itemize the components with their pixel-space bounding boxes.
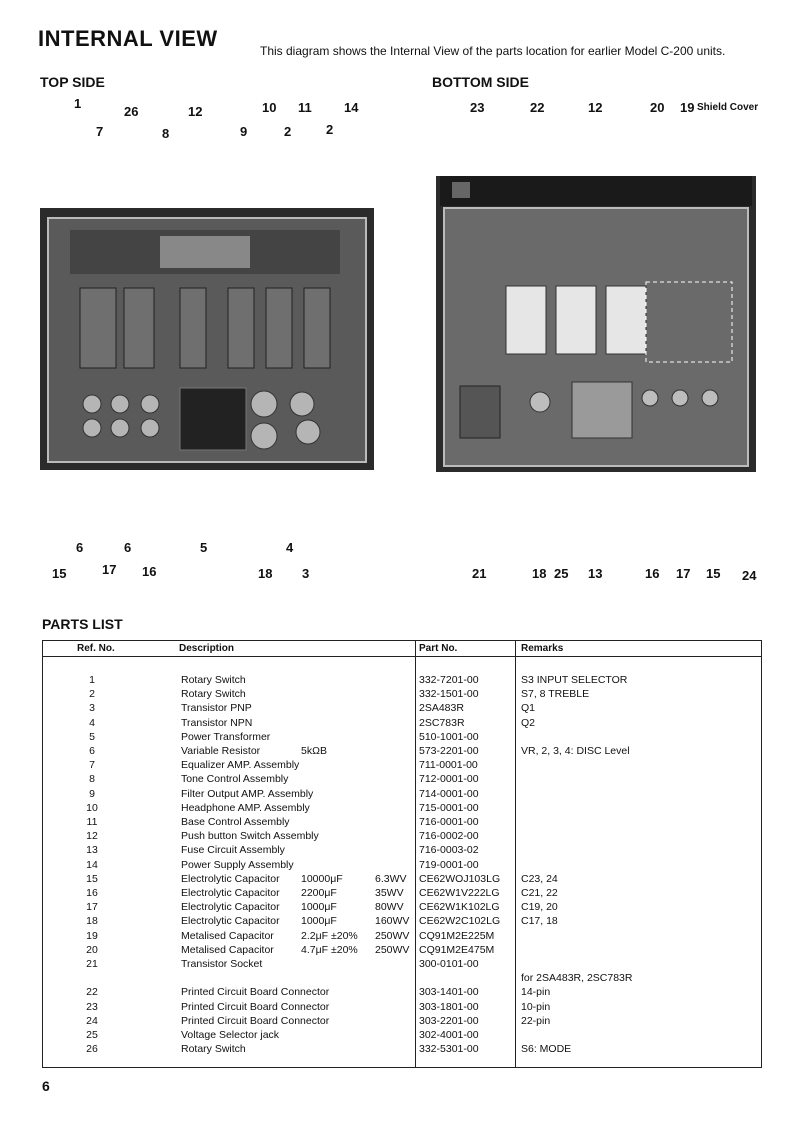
description-cell: Metalised Capacitor	[181, 943, 274, 956]
description-cell: Power Supply Assembly	[181, 858, 294, 871]
remarks-cell: Q1	[521, 702, 536, 715]
bottom-side-callout: 20	[650, 100, 665, 115]
table-row	[43, 957, 761, 971]
ref-no-cell: 1	[89, 674, 95, 686]
part-no-cell: 302-4001-00	[419, 1029, 479, 1041]
table-row	[43, 843, 761, 857]
part-no-cell: 303-1401-00	[419, 986, 479, 999]
table-row	[43, 1042, 761, 1056]
spec-cell: 4.7μF ±20%	[301, 943, 358, 956]
top-side-callout: 16	[142, 564, 157, 579]
spec-cell: 5kΩB	[301, 745, 327, 757]
table-row	[43, 730, 761, 744]
remarks-cell: 10-pin	[521, 1000, 551, 1013]
voltage-cell: 250WV	[375, 943, 410, 956]
ref-no-cell: 17	[86, 901, 98, 914]
spec-cell: 1000μF	[301, 901, 337, 914]
spec-cell: 10000μF	[301, 872, 343, 885]
ref-no-cell: 8	[89, 773, 95, 786]
table-row	[43, 985, 761, 999]
ref-no-cell: 3	[89, 702, 95, 715]
table-row	[43, 829, 761, 843]
remarks-cell: for 2SA483R, 2SC783R	[521, 972, 633, 985]
table-row	[43, 1028, 761, 1042]
voltage-cell: 80WV	[375, 901, 404, 914]
spec-cell: 2200μF	[301, 887, 337, 899]
table-row	[43, 886, 761, 900]
top-side-callout: 2	[284, 124, 292, 139]
table-row	[43, 758, 761, 772]
description-cell: Transistor Socket	[181, 958, 263, 970]
description-cell: Rotary Switch	[181, 688, 246, 701]
ref-no-cell: 11	[86, 816, 98, 828]
bottom-side-callout: 23	[470, 100, 485, 115]
ref-no-cell: 20	[86, 943, 98, 956]
description-cell: Base Control Assembly	[181, 816, 290, 828]
description-cell: Push button Switch Assembly	[181, 830, 319, 843]
part-no-cell: 714-0001-00	[419, 787, 479, 800]
ref-no-cell: 5	[89, 730, 95, 743]
part-no-cell: CE62W2C102LG	[419, 915, 501, 928]
bottom-side-callout: 17	[676, 566, 691, 581]
part-no-cell: 711-0001-00	[419, 759, 478, 772]
description-cell: Printed Circuit Board Connector	[181, 1000, 330, 1013]
top-side-callout: 17	[102, 562, 117, 577]
spec-cell: 1000μF	[301, 915, 337, 928]
ref-no-cell: 24	[86, 1014, 98, 1027]
remarks-cell: C17, 18	[521, 915, 558, 928]
page-title: INTERNAL VIEW	[38, 26, 218, 51]
description-cell: Electrolytic Capacitor	[181, 872, 280, 885]
bottom-side-label: BOTTOM SIDE	[432, 74, 529, 90]
top-side-callout: 9	[240, 124, 248, 139]
part-no-cell: 300-0101-00	[419, 958, 479, 970]
table-row	[43, 971, 761, 985]
remarks-cell: 22-pin	[521, 1014, 551, 1027]
top-side-callout: 6	[124, 540, 132, 555]
remarks-cell: Q2	[521, 716, 536, 729]
description-cell: Equalizer AMP. Assembly	[181, 759, 300, 772]
ref-no-cell: 26	[86, 1043, 98, 1056]
part-no-cell: CE62W1V222LG	[419, 887, 500, 899]
remarks-cell: VR, 2, 3, 4: DISC Level	[521, 745, 630, 757]
description-cell: Metalised Capacitor	[181, 929, 274, 942]
table-row	[43, 872, 761, 886]
ref-no-cell: 12	[86, 830, 98, 843]
part-no-cell: 716-0003-02	[419, 844, 479, 857]
top-side-callout: 6	[76, 540, 84, 555]
table-row	[43, 673, 761, 687]
part-no-cell: 510-1001-00	[419, 730, 479, 743]
description-cell: Tone Control Assembly	[181, 773, 289, 786]
page-number: 6	[42, 1078, 50, 1094]
top-side-callout: 4	[286, 540, 294, 555]
part-no-cell: 303-2201-00	[419, 1014, 479, 1027]
remarks-cell: C19, 20	[521, 901, 558, 914]
parts-list-title: PARTS LIST	[42, 616, 123, 632]
voltage-cell: 250WV	[375, 929, 410, 942]
header-part-no: Part No.	[419, 643, 458, 654]
table-row	[43, 772, 761, 786]
bottom-side-callout: 24	[742, 568, 757, 583]
top-side-callout: 11	[298, 100, 312, 115]
description-cell: Electrolytic Capacitor	[181, 887, 280, 899]
ref-no-cell: 23	[86, 1000, 98, 1013]
ref-no-cell: 9	[89, 787, 95, 800]
top-side-chassis-drawing	[40, 208, 374, 470]
bottom-side-callout: 13	[588, 566, 603, 581]
description-cell: Electrolytic Capacitor	[181, 901, 280, 914]
remarks-cell: C23, 24	[521, 872, 558, 885]
part-no-cell: CE62W1K102LG	[419, 901, 500, 914]
table-row	[43, 914, 761, 928]
bottom-side-callout: 16	[645, 566, 660, 581]
part-no-cell: CE62WOJ103LG	[419, 872, 501, 885]
ref-no-cell: 15	[86, 872, 98, 885]
description-cell: Transistor PNP	[181, 702, 252, 715]
ref-no-cell: 22	[86, 986, 98, 999]
description-cell: Variable Resistor	[181, 745, 261, 757]
description-cell: Headphone AMP. Assembly	[181, 801, 310, 814]
table-row	[43, 858, 761, 872]
part-no-cell: 332-1501-00	[419, 688, 479, 701]
top-side-label: TOP SIDE	[40, 74, 105, 90]
remarks-cell: C21, 22	[521, 887, 558, 899]
voltage-cell: 6.3WV	[375, 872, 407, 885]
part-no-cell: 573-2201-00	[419, 745, 479, 757]
top-side-callout: 14	[344, 100, 359, 115]
ref-no-cell: 21	[86, 958, 98, 970]
ref-no-cell: 16	[86, 887, 98, 899]
description-cell: Voltage Selector jack	[181, 1029, 280, 1041]
part-no-cell: 332-5301-00	[419, 1043, 479, 1056]
table-row	[43, 701, 761, 715]
top-side-callout: 10	[262, 100, 277, 115]
header-ref-no: Ref. No.	[77, 643, 115, 654]
top-side-callout: 15	[52, 566, 67, 581]
bottom-side-callout: 19	[680, 100, 695, 115]
voltage-cell: 35WV	[375, 887, 404, 899]
ref-no-cell: 4	[89, 716, 95, 729]
part-no-cell: 716-0002-00	[419, 830, 479, 843]
remarks-cell: S7, 8 TREBLE	[521, 688, 590, 701]
description-cell: Power Transformer	[181, 730, 271, 743]
description-cell: Rotary Switch	[181, 674, 246, 686]
remarks-cell: S6: MODE	[521, 1043, 572, 1056]
top-side-callout: 12	[188, 104, 203, 119]
part-no-cell: 2SC783R	[419, 716, 465, 729]
part-no-cell: CQ91M2E475M	[419, 943, 495, 956]
table-row	[43, 815, 761, 829]
spec-cell: 2.2μF ±20%	[301, 929, 358, 942]
bottom-side-callout: 25	[554, 566, 569, 581]
page-subtitle: This diagram shows the Internal View of the parts location for earlier Model C-200 units.	[260, 44, 726, 58]
ref-no-cell: 7	[89, 759, 95, 772]
remarks-cell: 14-pin	[521, 986, 551, 999]
table-row	[43, 1000, 761, 1014]
top-side-callout: 5	[200, 540, 208, 555]
bottom-side-callout: 21	[472, 566, 487, 581]
table-row	[43, 943, 761, 957]
bottom-side-callout: 18	[532, 566, 547, 581]
top-side-callout: 18	[258, 566, 273, 581]
description-cell: Rotary Switch	[181, 1043, 246, 1056]
part-no-cell: 719-0001-00	[419, 858, 479, 871]
parts-list-table	[42, 640, 762, 1068]
top-side-callout: 7	[96, 124, 104, 139]
part-no-cell: 716-0001-00	[419, 816, 479, 828]
ref-no-cell: 19	[86, 929, 98, 942]
ref-no-cell: 10	[86, 801, 98, 814]
header-remarks: Remarks	[521, 643, 564, 654]
description-cell: Fuse Circuit Assembly	[181, 844, 285, 857]
voltage-cell: 160WV	[375, 915, 410, 928]
table-row	[43, 787, 761, 801]
top-side-photo	[40, 208, 374, 470]
part-no-cell: 2SA483R	[419, 702, 464, 715]
part-no-cell: 715-0001-00	[419, 801, 479, 814]
remarks-cell: S3 INPUT SELECTOR	[521, 674, 628, 686]
bottom-side-photo	[436, 176, 756, 472]
top-side-callout: 3	[302, 566, 310, 581]
ref-no-cell: 14	[86, 858, 98, 871]
ref-no-cell: 25	[86, 1029, 98, 1041]
table-row	[43, 929, 761, 943]
ref-no-cell: 6	[89, 745, 95, 757]
top-side-callout: 1	[74, 96, 82, 111]
bottom-side-callout: 15	[706, 566, 721, 581]
description-cell: Printed Circuit Board Connector	[181, 986, 330, 999]
bottom-side-callout: 22	[530, 100, 545, 115]
part-no-cell: CQ91M2E225M	[419, 929, 495, 942]
table-row	[43, 716, 761, 730]
bottom-side-chassis-drawing	[436, 176, 756, 472]
part-no-cell: 332-7201-00	[419, 674, 479, 686]
ref-no-cell: 2	[89, 688, 95, 701]
shield-cover-label: Shield Cover	[697, 102, 759, 113]
description-cell: Electrolytic Capacitor	[181, 915, 280, 928]
description-cell: Transistor NPN	[181, 716, 253, 729]
ref-no-cell: 18	[86, 915, 98, 928]
table-row	[43, 801, 761, 815]
table-row	[43, 687, 761, 701]
table-row	[43, 744, 761, 758]
ref-no-cell: 13	[86, 844, 98, 857]
description-cell: Filter Output AMP. Assembly	[181, 787, 314, 800]
part-no-cell: 303-1801-00	[419, 1000, 479, 1013]
top-side-callout: 26	[124, 104, 139, 119]
part-no-cell: 712-0001-00	[419, 773, 479, 786]
top-side-callout: 8	[162, 126, 170, 141]
table-row	[43, 900, 761, 914]
top-side-callout: 2	[326, 122, 334, 137]
table-row	[43, 1014, 761, 1028]
bottom-side-callout: 12	[588, 100, 603, 115]
header-description: Description	[179, 643, 235, 654]
description-cell: Printed Circuit Board Connector	[181, 1014, 330, 1027]
